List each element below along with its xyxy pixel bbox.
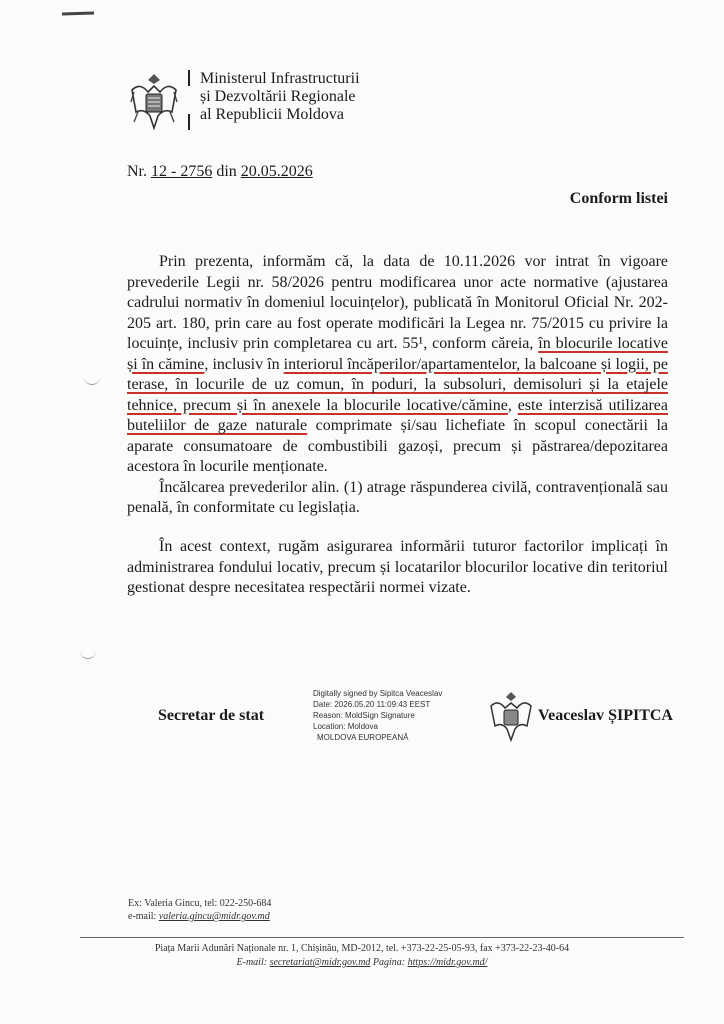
reference-line	[127, 163, 313, 181]
reference-date: 20.05.2026	[240, 163, 313, 180]
punch-hole-mark	[80, 650, 96, 659]
para1-end: comprimate și/sau lichefiate în scopul conectării la aparate consumatoare de combustibili gazoși, precum și păstrarea/depozitarea acestora în locurile menționate.	[127, 417, 668, 475]
digital-signature-line-1: Digitally signed by Sipitca Veaceslav	[313, 689, 443, 698]
coat-of-arms-icon	[128, 68, 180, 138]
signatory-name: Veaceslav ȘIPITCA	[538, 707, 673, 724]
digital-signature-line-3: Reason: MoldSign Signature	[313, 711, 415, 720]
footer-address	[0, 942, 724, 970]
para1-mid-2: ,	[507, 396, 518, 414]
para3-text: În acest context, rugăm asigurarea informării tuturor factorilor implicați în administrarea fondului locativ, precum și locatarilor blocurilor locative din teritoriul gestionat despre necesitatea respectării normei vizate.	[127, 538, 668, 596]
page-label: Pagina:	[372, 957, 406, 968]
ministry-line-1: Ministerul Infrastructurii	[200, 70, 360, 87]
scan-mark	[62, 11, 94, 15]
addressee: Conform listei	[569, 190, 668, 207]
executor-info	[128, 897, 271, 923]
contact-email[interactable]: secretariat@midr.gov.md	[269, 957, 371, 968]
page-url[interactable]: https://midr.gov.md/	[407, 957, 488, 968]
para1-mid-1: , inclusiv în	[204, 355, 284, 373]
header-divider	[188, 114, 190, 130]
para1-highlight-1: în blocurile locative și în cămine	[127, 335, 669, 373]
executor-email-label: e-mail:	[128, 911, 157, 922]
para1-highlight-2: interiorul încăperilor/apartamentelor, la balcoane și logii, pe terase, în locurile de uz comun, în poduri, la subsoluri, demisoluri și la etajele tehnice, precum și în anexele la blocurile locative/cămine	[127, 355, 669, 414]
footer-divider	[80, 937, 684, 938]
ministry-name	[200, 70, 360, 124]
punch-hole-mark	[84, 376, 100, 385]
body-paragraph-3	[127, 537, 668, 599]
digital-signature-line-5: MOLDOVA EUROPEANĂ	[317, 733, 409, 742]
executor-email[interactable]: valeria.gincu@midr.gov.md	[158, 911, 270, 922]
signatory-title: Secretar de stat	[158, 707, 265, 724]
executor-line: Ex: Valeria Gincu, tel: 022-250-684	[128, 898, 272, 909]
body-paragraph-2: Încălcarea prevederilor alin. (1) atrage răspunderea civilă, contravențională sau penală, în conformitate cu legislația.	[127, 478, 668, 516]
para1-start: Prin prezenta, informăm că, la data de 10.11.2026 vor intrat în vigoare prevederile Legii nr. 58/2026 pentru modificarea unor acte normative (ajustarea cadrului normativ în domeniul locuințelor), publicată în Monitorul Oficial Nr. 202-205 art. 180, prin care au fost operate modificări la Legea nr. 75/2015 cu privire la locuințe, inclusiv prin completarea cu art. 55¹, conform căreia,	[127, 253, 668, 352]
body-paragraph-1	[127, 252, 668, 519]
digital-signature-line-4: Location: Moldova	[313, 722, 378, 731]
reference-din: din	[216, 163, 237, 180]
para1-highlight-3: este interzisă utilizarea buteliilor de gaze naturale	[127, 396, 669, 434]
address-line: Piața Marii Adunări Naționale nr. 1, Chișinău, MD-2012, tel. +373-22-25-05-93, fax +373-22-23-40-64	[154, 943, 570, 954]
digital-signature-line-2: Date: 2026.05.20 11:09:43 EEST	[313, 700, 431, 709]
header-divider	[188, 70, 190, 86]
contact-email-label: E-mail:	[236, 957, 268, 968]
reference-number: 12 - 2756	[151, 163, 213, 180]
ministry-line-2: și Dezvoltării Regionale	[200, 88, 356, 105]
coat-of-arms-icon	[487, 688, 535, 748]
ministry-line-3: al Republicii Moldova	[200, 106, 344, 123]
reference-prefix: Nr.	[127, 163, 147, 180]
digital-signature	[313, 688, 442, 743]
